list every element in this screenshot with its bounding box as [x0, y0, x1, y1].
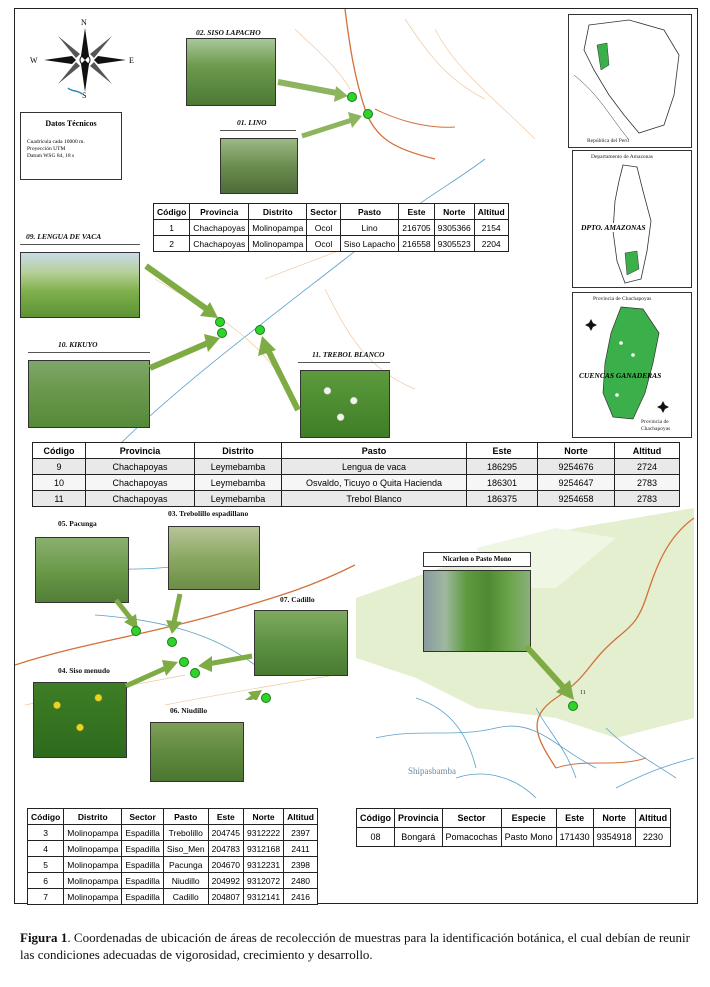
datos-line: Cuadrícula cada 10000 m.	[27, 139, 85, 145]
chacha-bottom-1: Provincia de	[641, 419, 669, 425]
table-4	[356, 808, 671, 847]
photo-niudillo	[150, 722, 244, 782]
label-underline	[20, 244, 140, 245]
label-underline	[298, 362, 390, 363]
table-row: 4 Molinopampa Espadilla Siso_Men 204783 9312168 2411	[28, 841, 318, 857]
map-point-label: 11	[580, 690, 586, 696]
label-kikuyo: 10. KIKUYO	[58, 340, 98, 349]
table-row: 3 Molinopampa Espadilla Trebolillo 204745 9312222 2397	[28, 825, 318, 841]
inset-peru	[568, 14, 692, 148]
t1-header: Altitud	[474, 204, 508, 220]
map-dot-lengua-de-vaca	[215, 317, 225, 327]
label-niudillo: 06. Niudillo	[170, 706, 208, 715]
map-dot-siso-menudo	[179, 657, 189, 667]
table-2	[32, 442, 680, 507]
label-trebolillo: 03. Trebolillo espadillano	[168, 509, 249, 518]
table-1	[153, 203, 509, 252]
t4-header: Provincia	[395, 809, 443, 828]
t4-header: Código	[357, 809, 395, 828]
label-pacunga: 05. Pacunga	[58, 519, 97, 528]
photo-pasto-mono	[423, 570, 531, 652]
datos-line: Datum WSG 84, 18 s	[27, 153, 75, 159]
t3-header: Norte	[244, 809, 284, 825]
label-siso-lapacho: 02. SISO LAPACHO	[196, 28, 261, 37]
chacha-bottom-2: Chachapoyas	[641, 426, 671, 432]
label-underline	[28, 352, 150, 353]
t4-header: Norte	[593, 809, 635, 828]
map-dot-cadillo	[190, 668, 200, 678]
t2-header: Altitud	[615, 443, 680, 459]
inset-chachapoyas	[572, 292, 692, 438]
amazonas-label: DPTO. AMAZONAS	[581, 223, 646, 232]
t1-header: Pasto	[340, 204, 399, 220]
map-dot-trebol-blanco	[255, 325, 265, 335]
amazonas-top: Departamento de Amazonas	[591, 154, 654, 160]
caption-text: . Coordenadas de ubicación de áreas de recolección de muestras para la identificación botánica, el cual debían de reunir las condiciones adecuadas de vigorosidad, crecimiento y desarrollo.	[20, 930, 690, 962]
t1-header: Sector	[307, 204, 340, 220]
compass-n: N	[81, 18, 87, 27]
t1-header: Distrito	[249, 204, 307, 220]
table-row: 08 Bongará Pomacochas Pasto Mono 171430 9354918 2230	[357, 828, 671, 847]
t2-header: Distrito	[195, 443, 282, 459]
table-row: 6 Molinopampa Espadilla Niudillo 204992 9312072 2480	[28, 873, 318, 889]
photo-kikuyo	[28, 360, 150, 428]
label-siso-menudo: 04. Siso menudo	[58, 666, 110, 675]
map-dot-niudillo	[261, 693, 271, 703]
table-row: 9 Chachapoyas Leymebamba Lengua de vaca 186295 9254676 2724	[33, 459, 680, 475]
map-dot-kikuyo	[217, 328, 227, 338]
arrow-pasto-mono	[520, 640, 590, 710]
t4-header: Este	[556, 809, 593, 828]
compass-w: W	[30, 56, 38, 65]
map-dot-siso-lapacho	[347, 92, 357, 102]
table-row: 7 Molinopampa Espadilla Cadillo 204807 9312141 2416	[28, 889, 318, 905]
t2-header: Norte	[538, 443, 615, 459]
datos-title: Datos Técnicos	[45, 119, 97, 128]
nicarlon-label-box	[423, 552, 531, 567]
peru-caption: República del Perú	[587, 138, 629, 144]
label-trebol-blanco: 11. TREBOL BLANCO	[312, 350, 385, 359]
t1-header: Norte	[434, 204, 474, 220]
label-lengua-de-vaca: 09. LENGUA DE VACA	[26, 232, 102, 241]
photo-trebolillo	[168, 526, 260, 590]
photo-siso-lapacho	[186, 38, 276, 106]
label-cadillo: 07. Cadillo	[280, 595, 315, 604]
t3-header: Altitud	[284, 809, 318, 825]
t3-header: Distrito	[64, 809, 122, 825]
map-dot-pacunga	[131, 626, 141, 636]
compass-e: E	[129, 56, 134, 65]
caption-label: Figura 1	[20, 930, 68, 945]
t2-header: Provincia	[86, 443, 195, 459]
table-row: 2 Chachapoyas Molinopampa Ocol Siso Lapacho 216558 9305523 2204	[154, 236, 509, 252]
figure-caption	[20, 929, 690, 963]
cuencas-label: CUENCAS GANADERAS	[579, 371, 662, 380]
place-shipasbamba: Shipasbamba	[408, 766, 456, 776]
compass-s: S	[82, 91, 87, 100]
t1-header: Código	[154, 204, 190, 220]
t3-header: Código	[28, 809, 64, 825]
datos-line: Proyección UTM	[27, 146, 66, 152]
t3-header: Pasto	[163, 809, 208, 825]
inset-amazonas	[572, 150, 692, 288]
t4-header: Especie	[501, 809, 556, 828]
table-row: 10 Chachapoyas Leymebamba Osvaldo, Ticuyo o Quita Hacienda 186301 9254647 2783	[33, 475, 680, 491]
table-3	[27, 808, 318, 905]
t3-header: Este	[208, 809, 243, 825]
photo-trebol-blanco	[300, 370, 390, 438]
t1-header: Este	[399, 204, 434, 220]
map-dot-trebolillo	[167, 637, 177, 647]
table-row: 11 Chachapoyas Leymebamba Trebol Blanco 186375 9254658 2783	[33, 491, 680, 507]
t4-header: Sector	[442, 809, 501, 828]
t2-header: Código	[33, 443, 86, 459]
label-nicarlon: Nicarlon o Pasto Mono	[442, 555, 512, 563]
datos-tecnicos-box	[20, 112, 122, 180]
map-dot-lino	[363, 109, 373, 119]
photo-lengua-de-vaca	[20, 252, 140, 318]
t1-header: Provincia	[190, 204, 249, 220]
table-row: 5 Molinopampa Espadilla Pacunga 204670 9312231 2398	[28, 857, 318, 873]
t4-header: Altitud	[635, 809, 671, 828]
map-dot-pasto-mono	[568, 701, 578, 711]
arrows-middle	[140, 260, 310, 430]
t3-header: Sector	[122, 809, 164, 825]
compass-rose-icon	[38, 22, 132, 98]
table-row: 1 Chachapoyas Molinopampa Ocol Lino 216705 9305366 2154	[154, 220, 509, 236]
label-lino: 01. LINO	[237, 118, 267, 127]
chacha-top: Provincia de Chachapoyas	[593, 296, 652, 302]
t2-header: Pasto	[282, 443, 467, 459]
t2-header: Este	[467, 443, 538, 459]
arrows-bottom-left	[100, 590, 300, 700]
